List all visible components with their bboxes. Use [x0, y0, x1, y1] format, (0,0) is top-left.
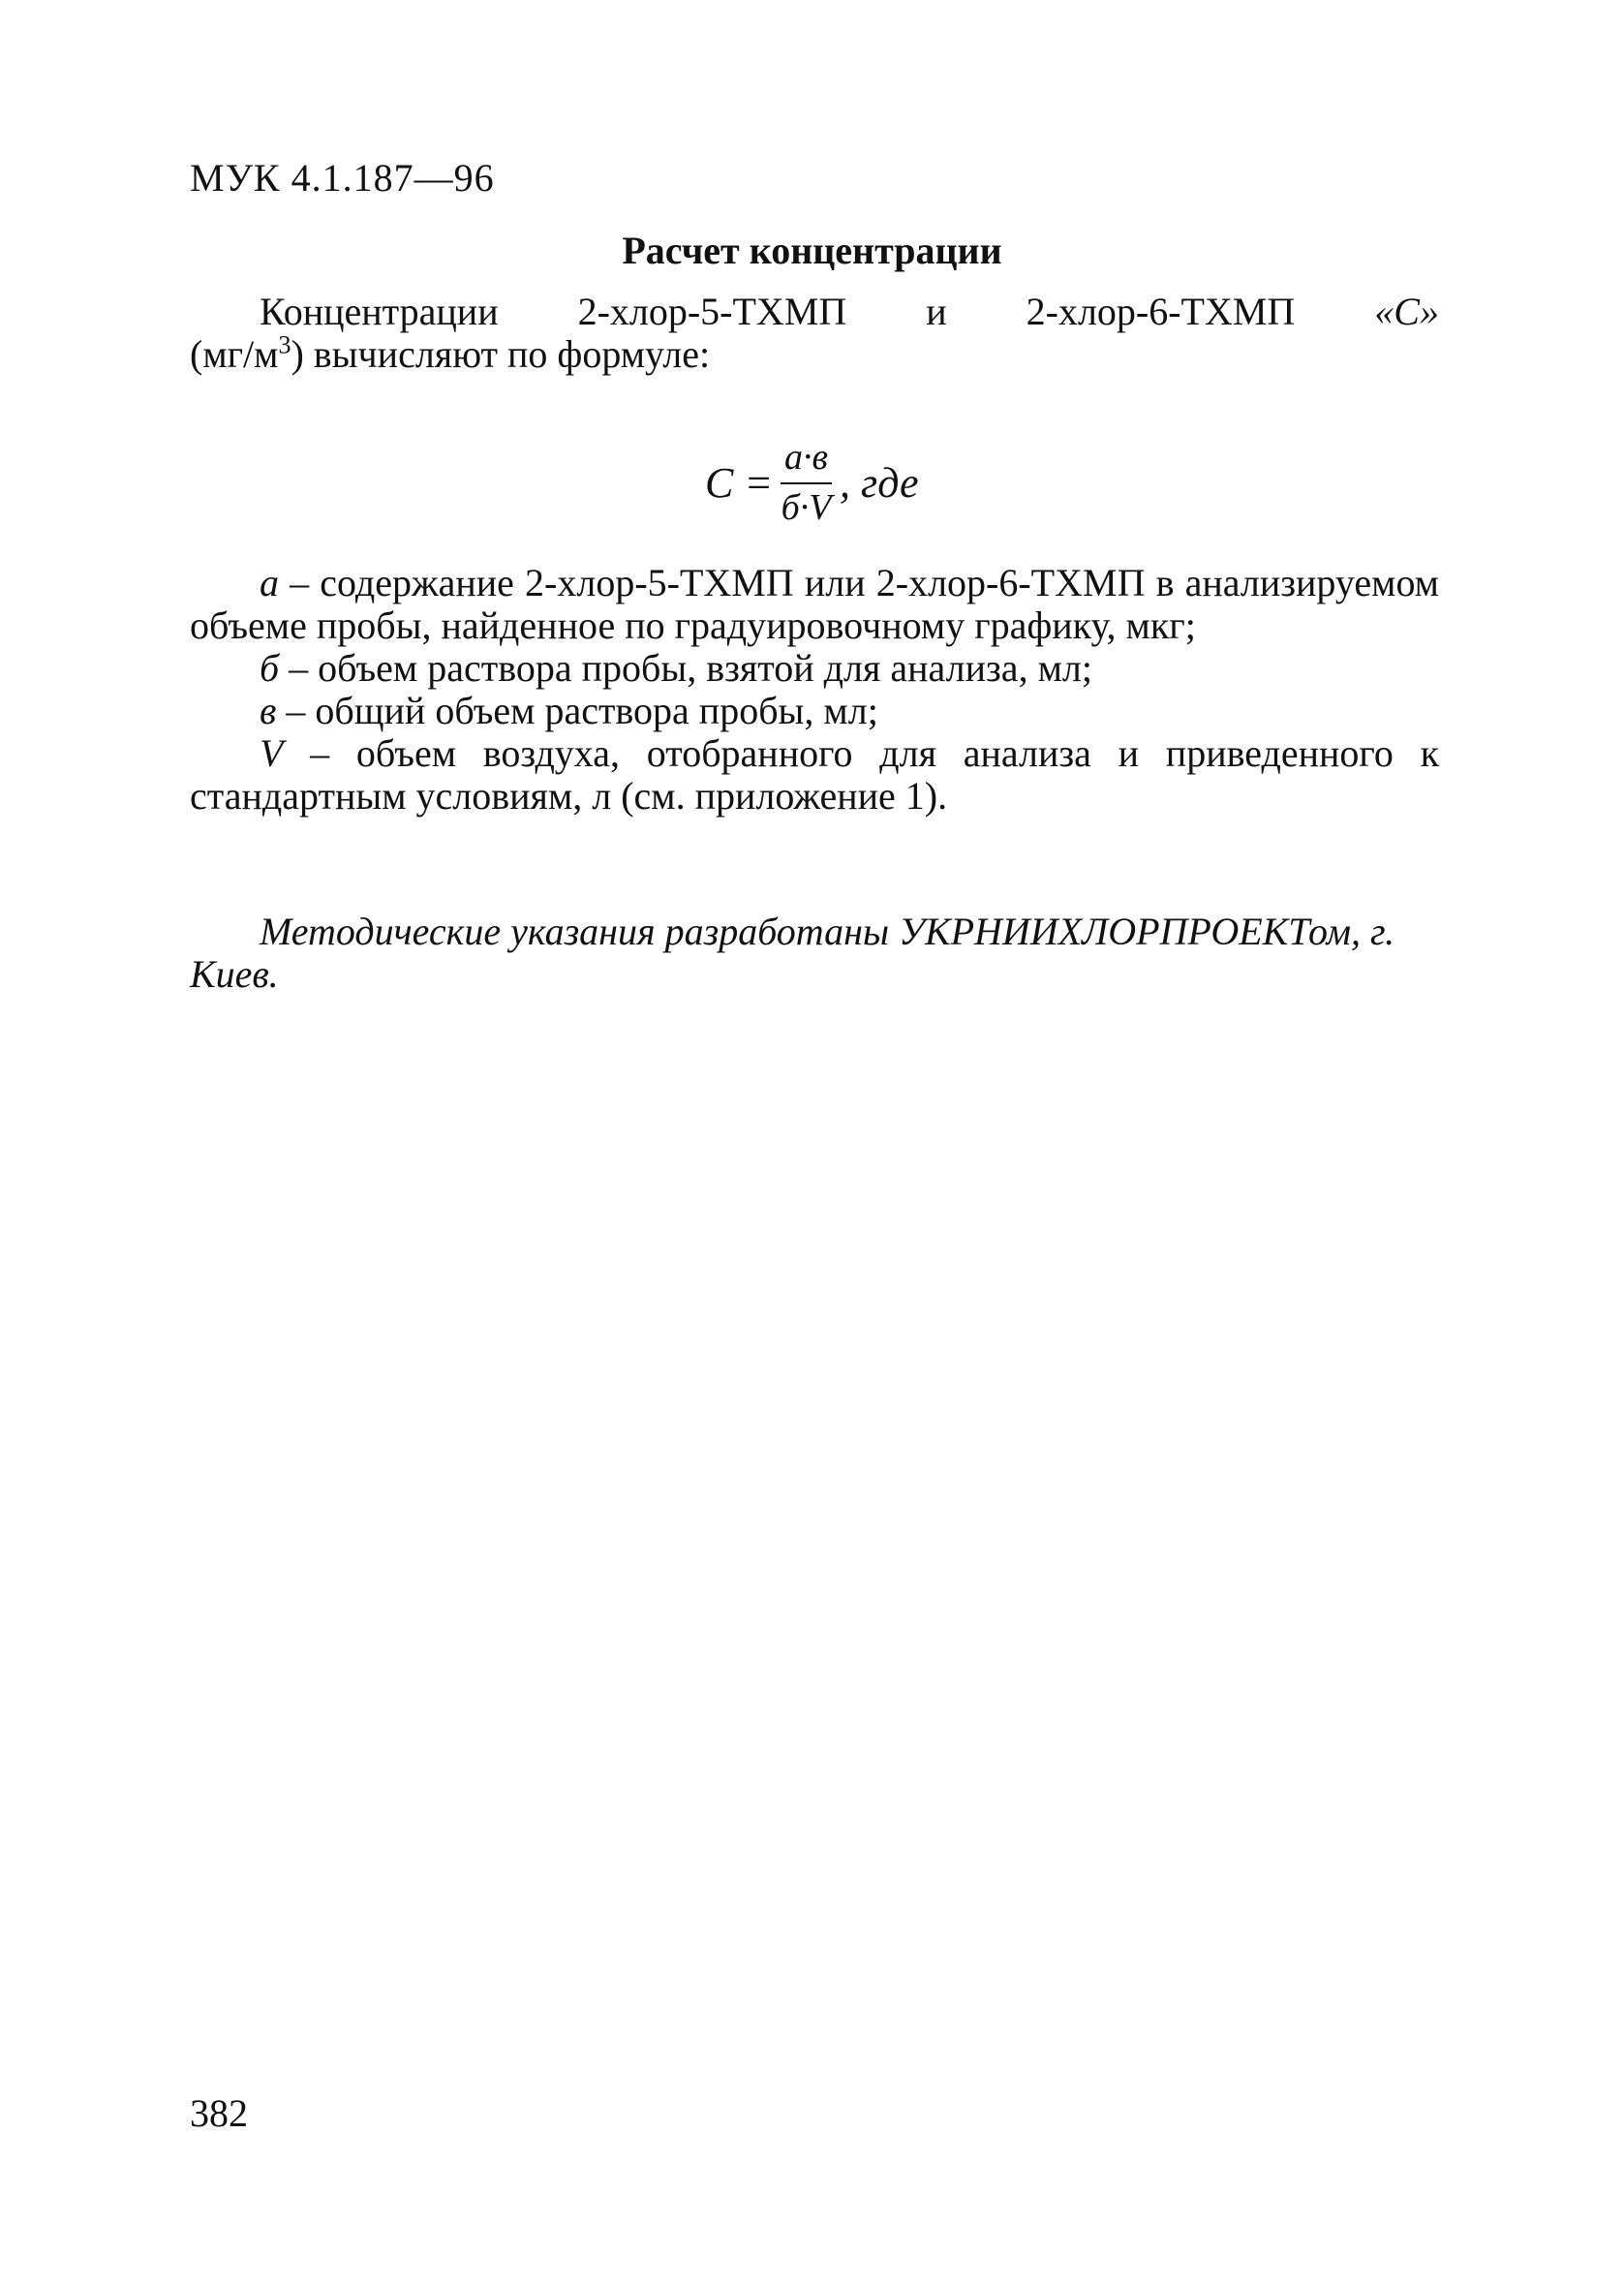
intro-line-2: [190, 330, 1439, 376]
definition-symbol: а: [260, 561, 279, 604]
intro-word: и: [926, 290, 947, 333]
authorship-note: [190, 911, 1439, 996]
formula-lhs: С =: [705, 458, 774, 507]
intro-line-1: [190, 291, 1439, 333]
definition-symbol: б: [260, 646, 280, 690]
formula-numerator: а·в: [781, 436, 832, 484]
document-code: МУК 4.1.187—96: [190, 156, 495, 200]
intro-word: «С»: [1374, 290, 1439, 333]
definition-text: – общий объем раствора пробы, мл;: [276, 689, 878, 732]
formula-denominator: б·V: [781, 487, 832, 528]
definition-text: – объем раствора пробы, взятой для анализа, мл;: [279, 646, 1092, 690]
definition-text: – содержание 2-хлор-5-ТХМП или 2-хлор-6-ТХМП в анализируемом объеме пробы, найденное по градуировочному графику, мкг;: [190, 561, 1439, 647]
definition-text: – объем воздуха, отобранного для анализа и приведенного к стандартным условиям, л (см. приложение 1).: [190, 731, 1439, 818]
intro-word: 2-хлор-5-ТХМП: [577, 290, 847, 333]
intro-word: Концентрации: [260, 290, 499, 333]
intro-unit-pre: (мг/м: [190, 332, 279, 376]
formula-suffix: , где: [840, 458, 919, 507]
intro-word: 2-хлор-6-ТХМП: [1026, 290, 1296, 333]
definition-item: [190, 562, 1439, 647]
definition-item: [190, 690, 1439, 732]
section-title: Расчет концентрации: [622, 229, 1002, 272]
formula-fraction: [781, 436, 832, 529]
definition-symbol: в: [260, 689, 277, 732]
intro-paragraph: [190, 291, 1439, 376]
authorship-text: Методические указания разработаны УКРНИИХЛОРПРОЕКТом, г. Киев.: [190, 910, 1395, 996]
definition-item: [190, 732, 1439, 818]
intro-unit-post: ) вычисляют по формуле:: [291, 332, 711, 376]
definition-item: [190, 647, 1439, 690]
concentration-formula: [705, 436, 919, 529]
page-number: 382: [190, 2091, 248, 2135]
definitions-list: [190, 562, 1439, 818]
definition-symbol: V: [260, 731, 284, 775]
intro-unit-exponent: 3: [278, 330, 291, 359]
